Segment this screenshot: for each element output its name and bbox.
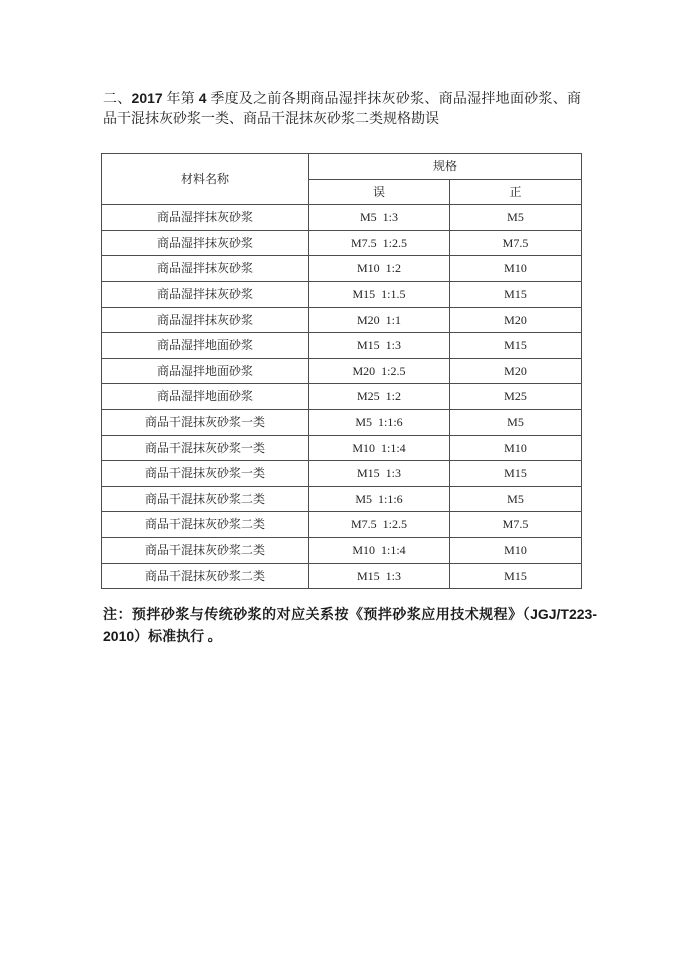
table-row [102, 409, 582, 435]
col-header-wrong: 误 [309, 179, 450, 205]
right-spec-cell: M25 [450, 384, 582, 410]
table-row [102, 384, 582, 410]
table-row [102, 256, 582, 282]
heading-text-2: 年第 [162, 92, 199, 107]
col-header-material: 材料名称 [102, 154, 309, 205]
col-header-spec: 规格 [309, 154, 582, 180]
wrong-spec-cell: M5 1:1:6 [309, 409, 450, 435]
table-row [102, 281, 582, 307]
material-cell: 商品干混抹灰砂浆一类 [102, 461, 309, 487]
wrong-spec-cell: M5 1:1:6 [309, 486, 450, 512]
wrong-spec-cell: M15 1:3 [309, 461, 450, 487]
errata-table [101, 153, 582, 589]
right-spec-cell: M5 [450, 409, 582, 435]
right-spec-cell: M15 [450, 563, 582, 589]
material-cell: 商品湿拌抹灰砂浆 [102, 281, 309, 307]
wrong-spec-cell: M5 1:3 [309, 205, 450, 231]
wrong-spec-cell: M20 1:2.5 [309, 358, 450, 384]
right-spec-cell: M10 [450, 256, 582, 282]
material-cell: 商品干混抹灰砂浆二类 [102, 537, 309, 563]
table-row [102, 358, 582, 384]
footnote-text-end: ）标准执行 。 [134, 630, 222, 645]
right-spec-cell: M20 [450, 307, 582, 333]
material-cell: 商品湿拌地面砂浆 [102, 333, 309, 359]
table-row [102, 333, 582, 359]
material-cell: 商品干混抹灰砂浆二类 [102, 512, 309, 538]
right-spec-cell: M15 [450, 461, 582, 487]
wrong-spec-cell: M15 1:3 [309, 563, 450, 589]
table-row [102, 205, 582, 231]
material-cell: 商品湿拌抹灰砂浆 [102, 307, 309, 333]
material-cell: 商品湿拌抹灰砂浆 [102, 205, 309, 231]
wrong-spec-cell: M7.5 1:2.5 [309, 512, 450, 538]
material-cell: 商品干混抹灰砂浆一类 [102, 435, 309, 461]
table-row [102, 486, 582, 512]
material-cell: 商品干混抹灰砂浆一类 [102, 409, 309, 435]
material-cell: 商品干混抹灰砂浆二类 [102, 563, 309, 589]
wrong-spec-cell: M15 1:3 [309, 333, 450, 359]
wrong-spec-cell: M10 1:1:4 [309, 435, 450, 461]
right-spec-cell: M7.5 [450, 512, 582, 538]
section-heading [103, 88, 581, 130]
right-spec-cell: M15 [450, 333, 582, 359]
material-cell: 商品湿拌地面砂浆 [102, 358, 309, 384]
wrong-spec-cell: M10 1:2 [309, 256, 450, 282]
table-header-row-1 [102, 154, 582, 180]
wrong-spec-cell: M10 1:1:4 [309, 537, 450, 563]
wrong-spec-cell: M7.5 1:2.5 [309, 230, 450, 256]
table-row [102, 230, 582, 256]
material-cell: 商品湿拌地面砂浆 [102, 384, 309, 410]
footnote-standard-code: JGJ/T223-2010 [103, 606, 597, 644]
heading-quarter: 4 [198, 90, 207, 106]
footnote [103, 604, 597, 648]
right-spec-cell: M20 [450, 358, 582, 384]
col-header-right: 正 [450, 179, 582, 205]
heading-text-3: 季度及之前各期商品湿拌抹灰砂浆、商品湿拌地面砂浆、商品干混抹灰砂浆一类、商品干混抹灰砂浆二类规格勘误 [103, 92, 582, 127]
heading-year: 2017 [131, 90, 163, 106]
table-row [102, 512, 582, 538]
table-header [102, 154, 582, 205]
material-cell: 商品干混抹灰砂浆二类 [102, 486, 309, 512]
wrong-spec-cell: M15 1:1.5 [309, 281, 450, 307]
right-spec-cell: M15 [450, 281, 582, 307]
right-spec-cell: M7.5 [450, 230, 582, 256]
right-spec-cell: M10 [450, 537, 582, 563]
right-spec-cell: M5 [450, 486, 582, 512]
table-row [102, 461, 582, 487]
table-row [102, 307, 582, 333]
table-row [102, 435, 582, 461]
heading-text-1: 二、 [103, 92, 132, 107]
footnote-text: 注：预拌砂浆与传统砂浆的对应关系按《预拌砂浆应用技术规程》（ [103, 608, 531, 623]
right-spec-cell: M10 [450, 435, 582, 461]
table-body [102, 205, 582, 589]
right-spec-cell: M5 [450, 205, 582, 231]
table-row [102, 563, 582, 589]
material-cell: 商品湿拌抹灰砂浆 [102, 230, 309, 256]
material-cell: 商品湿拌抹灰砂浆 [102, 256, 309, 282]
wrong-spec-cell: M20 1:1 [309, 307, 450, 333]
table-row [102, 537, 582, 563]
wrong-spec-cell: M25 1:2 [309, 384, 450, 410]
